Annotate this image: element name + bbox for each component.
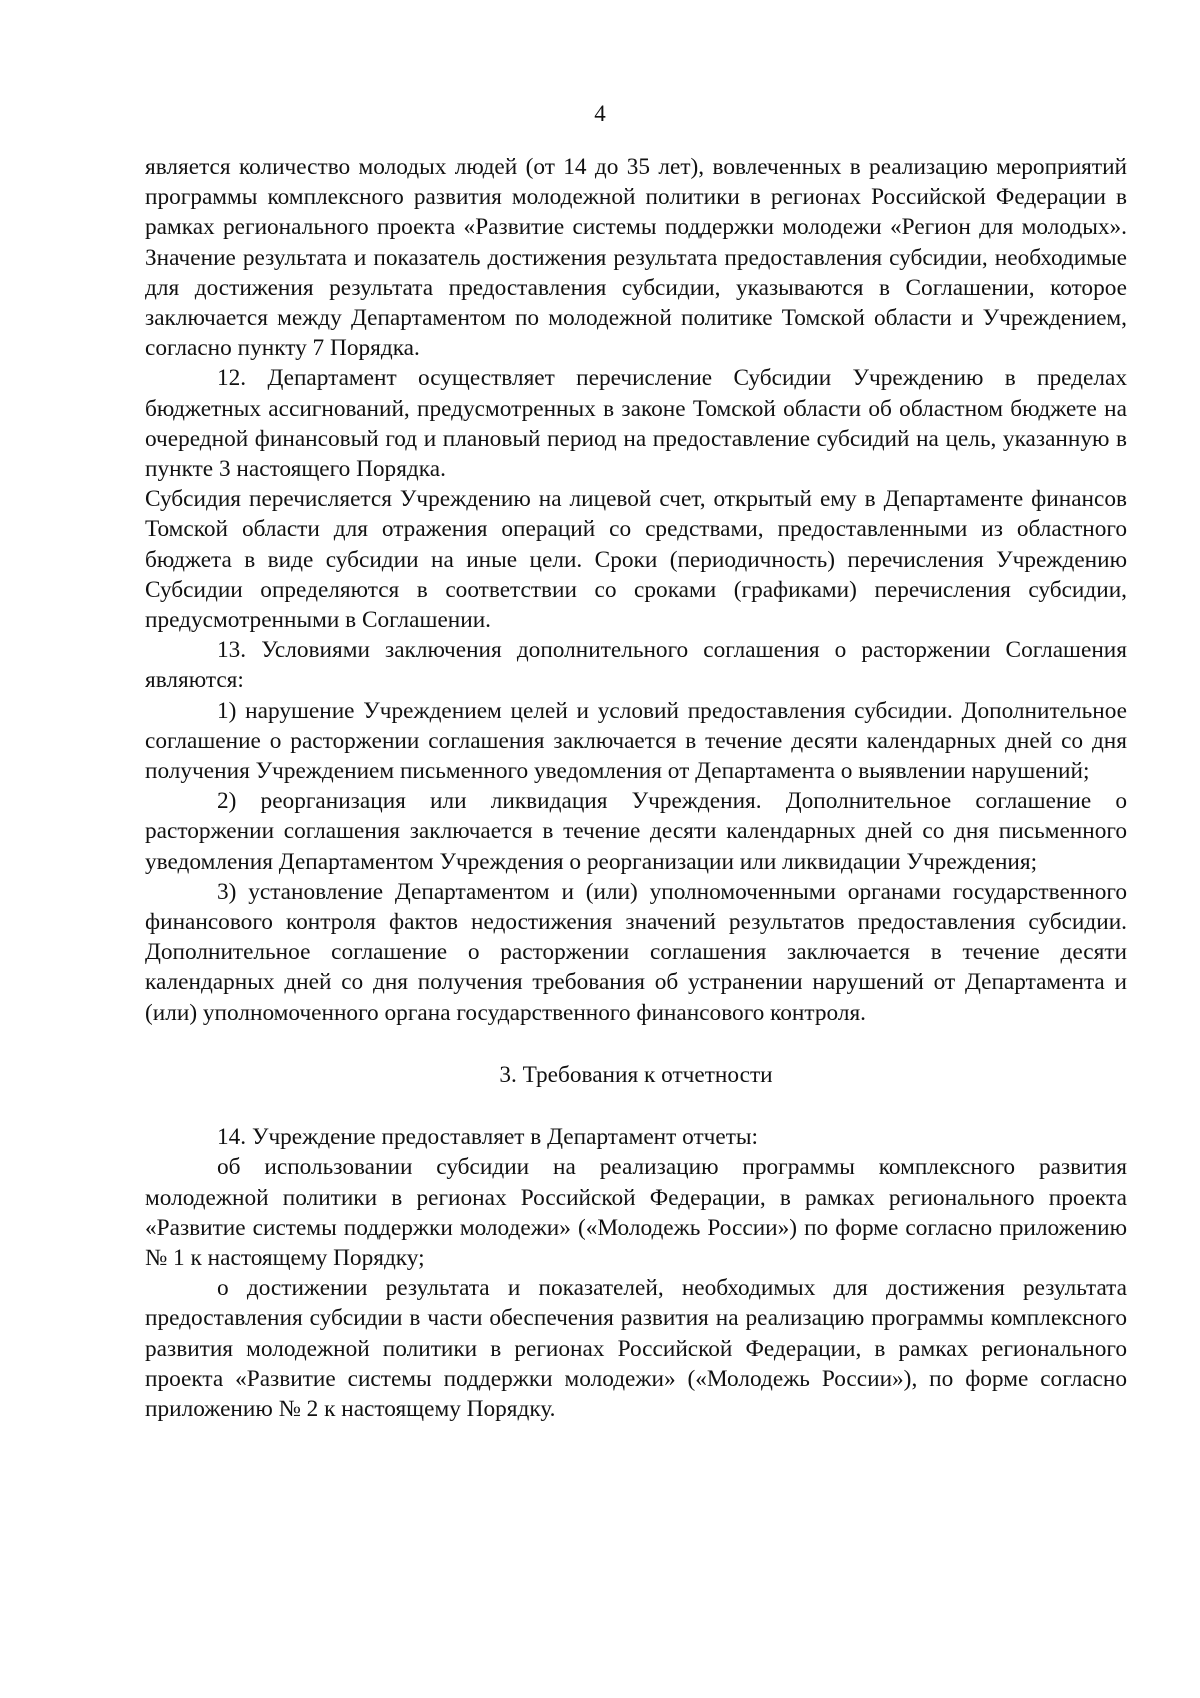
paragraph-report-usage: об использовании субсидии на реализацию программы комплексного развития молодежной политики в регионах Российской Федерации, в рамках регионального проекта «Развитие системы поддержки молодежи» («Молодежь России») по форме согласно приложению № 1 к настоящему Порядку;	[145, 1154, 1127, 1271]
paragraph-clause-12: 12. Департамент осуществляет перечисление Субсидии Учреждению в пределах бюджетных ассигнований, предусмотренных в законе Томской области об областном бюджете на очередной финансовый год и плановый период на предоставление субсидий на цель, указанную в пункте 3 настоящего Порядка.	[145, 365, 1127, 483]
paragraph-condition-3: 3) установление Департаментом и (или) уполномоченными органами государственного финансового контроля фактов недостижения значений результатов предоставления субсидии. Дополнительное соглашение о расторжении соглашения заключается в течение десяти календарных дней со дня получения требования об устранении нарушений от Департамента и (или) уполномоченного органа государственного финансового контроля.	[145, 878, 1127, 1026]
page-number: 4	[594, 101, 606, 126]
section-heading: 3. Требования к отчетности	[499, 1061, 773, 1088]
paragraph-clause-14: 14. Учреждение предоставляет в Департамент отчеты:	[217, 1124, 759, 1151]
paragraph-result-continuation: является количество молодых людей (от 14 до 35 лет), вовлеченных в реализацию мероприятий программы комплексного развития молодежной политики в регионах Российской Федерации в рамках регионального проекта «Развитие системы поддержки молодежи «Регион для молодых». Значение результата и показатель достижения результата предоставления субсидии, необходимые для достижения результата предоставления субсидии, указываются в Соглашении, которое заключается между Департаментом по молодежной политике Томской области и Учреждением, согласно пункту 7 Порядка.	[145, 154, 1127, 362]
paragraph-subsidy-transfer: Субсидия перечисляется Учреждению на лицевой счет, открытый ему в Департаменте финансов Томской области для отражения операций со средствами, предоставленными из областного бюджета в виде субсидии на иные цели. Сроки (периодичность) перечисления Учреждению Субсидии определяются в соответствии со сроками (графиками) перечисления субсидии, предусмотренными в Соглашении.	[145, 486, 1127, 634]
paragraph-report-results: о достижении результата и показателей, необходимых для достижения результата предоставления субсидии в части обеспечения развития на реализацию программы комплексного развития молодежной политики в регионах Российской Федерации, в рамках регионального проекта «Развитие системы поддержки молодежи» («Молодежь России»), по форме согласно приложению № 2 к настоящему Порядку.	[145, 1275, 1127, 1422]
document-body	[145, 152, 1127, 1424]
paragraph-condition-2: 2) реорганизация или ликвидация Учреждения. Дополнительное соглашение о расторжении соглашения заключается в течение десяти календарных дней со дня письменного уведомления Департаментом Учреждения о реорганизации или ликвидации Учреждения;	[145, 788, 1127, 875]
paragraph-condition-1: 1) нарушение Учреждением целей и условий предоставления субсидии. Дополнительное соглашение о расторжении соглашения заключается в течение десяти календарных дней со дня получения Учреждением письменного уведомления от Департамента о выявлении нарушений;	[145, 697, 1127, 785]
paragraph-clause-13: 13. Условиями заключения дополнительного соглашения о расторжении Соглашения являются:	[145, 637, 1127, 694]
